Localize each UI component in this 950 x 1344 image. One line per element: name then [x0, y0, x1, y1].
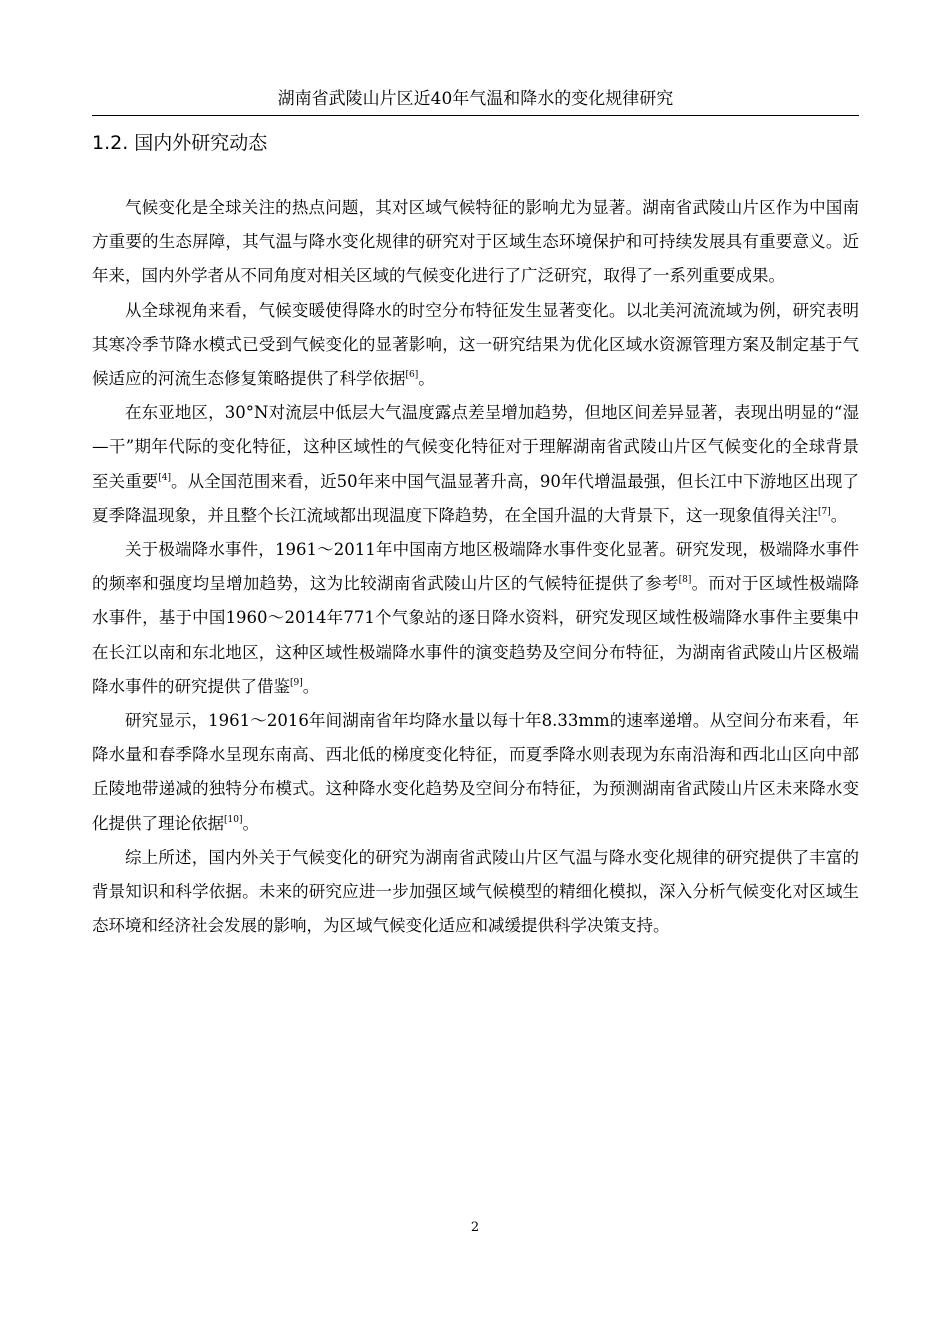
paragraph-intro: 气候变化是全球关注的热点问题，其对区域气候特征的影响尤为显著。湖南省武陵山片区作为中国南方重要的生态屏障，其气温与降水变化规律的研究对于区域生态环境保护和可持续发展具有重要意义。近年来，国内外学者从不同角度对相关区域的气候变化进行了广泛研究，取得了一系列重要成果。	[92, 198, 859, 286]
page-number: 2	[470, 1220, 480, 1235]
running-header: 湖南省武陵山片区近40年气温和降水的变化规律研究	[277, 89, 674, 109]
header-divider	[92, 115, 859, 116]
paragraph-hunan-precipitation: 研究显示，1961～2016年间湖南省年均降水量以每十年8.33mm的速率递增。从空间分布来看，年降水量和春季降水呈现东南高、西北低的梯度变化特征，而夏季降水则表现为东南沿海和西北山区向中部丘陵地带递减的独特分布模式。这种降水变化趋势及空间分布特征，为预测湖南省武陵山片区未来降水变化提供了理论依据[10]。	[92, 711, 859, 833]
citation: [6]	[405, 370, 419, 381]
paragraph-global: 从全球视角来看，气候变暖使得降水的时空分布特征发生显著变化。以北美河流流域为例，研究表明其寒冷季节降水模式已受到气候变化的显著影响，这一研究结果为优化区域水资源管理方案及制定基于气候适应的河流生态修复策略提供了科学依据[6]。	[92, 300, 859, 389]
section-title: 1.2. 国内外研究动态	[92, 132, 268, 154]
paragraph-east-asia: 在东亚地区，30°N对流层中低层大气温度露点差呈增加趋势，但地区间差异显著，表现出明显的“湿—干”期年代际的变化特征，这种区域性的气候变化特征对于理解湖南省武陵山片区气候变化的全球背景至关重要[4]。从全国范围来看，近50年来中国气温显著升高，90年代增温最强，但长江中下游地区出现了夏季降温现象，并且整个长江流域都出现温度下降趋势，在全国升温的大背景下，这一现象值得关注[7]。	[92, 403, 859, 525]
paragraph-summary: 综上所述，国内外关于气候变化的研究为湖南省武陵山片区气温与降水变化规律的研究提供了丰富的背景知识和科学依据。未来的研究应进一步加强区域气候模型的精细化模拟，深入分析气候变化对区域生态环境和经济社会发展的影响，为区域气候变化适应和减缓提供科学决策支持。	[92, 847, 859, 936]
citation: [7]	[818, 506, 831, 517]
citation: [9]	[290, 677, 303, 688]
body-text	[92, 191, 859, 943]
citation: [4]	[158, 472, 171, 483]
citation: [8]	[678, 575, 692, 586]
citation: [10]	[224, 814, 243, 825]
paragraph-extreme-precipitation: 关于极端降水事件，1961～2011年中国南方地区极端降水事件变化显著。研究发现，极端降水事件的频率和强度均呈增加趋势，这为比较湖南省武陵山片区的气候特征提供了参考[8]。而对于区域性极端降水事件，基于中国1960～2014年771个气象站的逐日降水资料，研究发现区域性极端降水事件主要集中在长江以南和东北地区，这种区域性极端降水事件的演变趋势及空间分布特征，为湖南省武陵山片区极端降水事件的研究提供了借鉴[9]。	[92, 540, 860, 696]
